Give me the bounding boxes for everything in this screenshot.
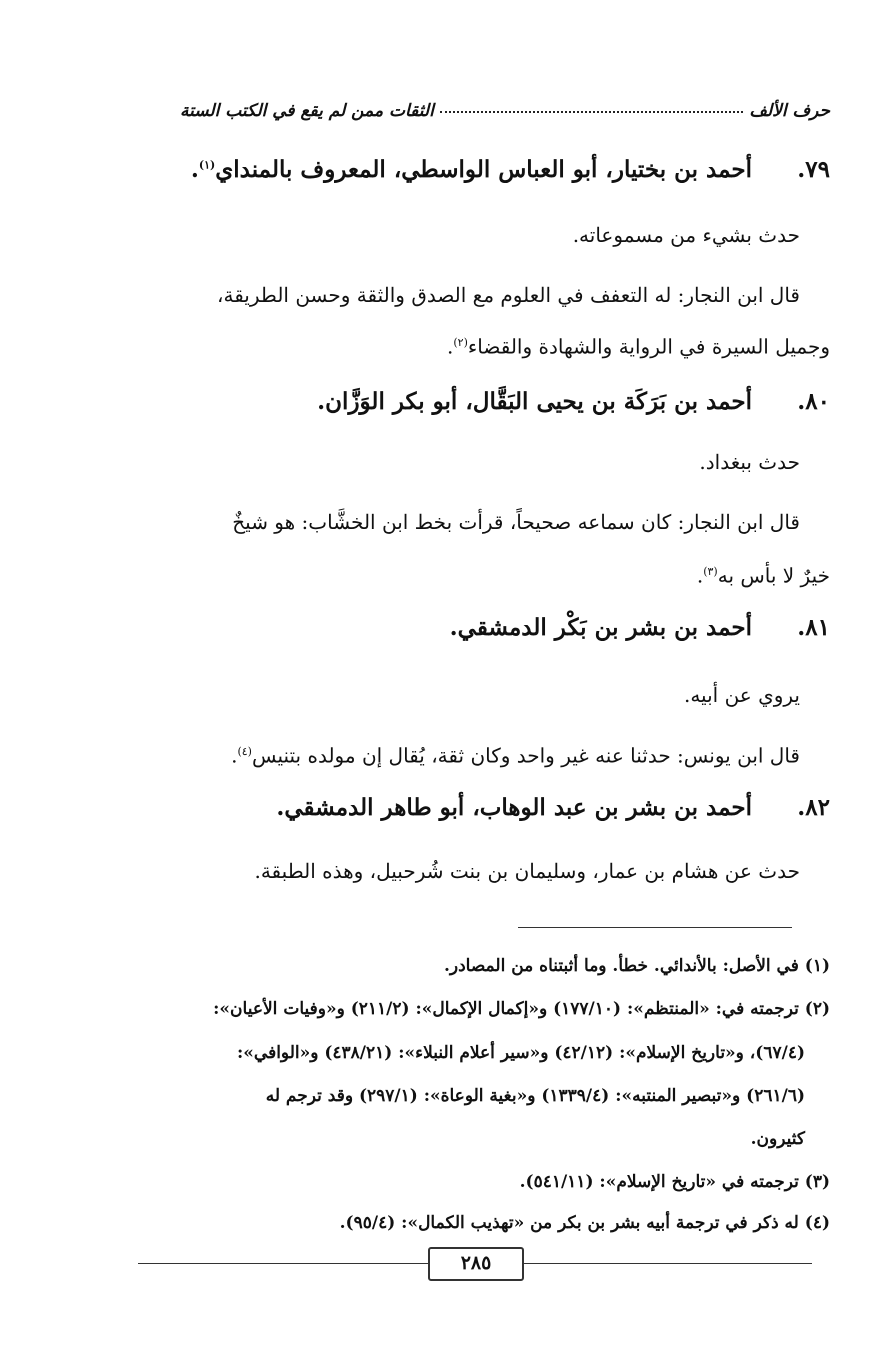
entry-number: ٧٩. [797, 156, 830, 183]
header-dots [440, 110, 744, 113]
entry-paragraph: قال ابن النجار: له التعفف في العلوم مع الصدق والثقة وحسن الطريقة، [217, 283, 800, 307]
entry-paragraph: خيرٌ لا بأس به$^{(٣)}$. [696, 563, 830, 588]
footnote-continuation: كثيرون. [750, 1129, 805, 1149]
footnote-continuation: (٦٧/٤)، و«تاريخ الإسلام»: (٤٢/١٢) و«سير أعلام النبلاء»: (٤٣٨/٢١) و«الوافي»: [237, 1043, 805, 1063]
footnote: (٢) ترجمته في: «المنتظم»: (١٧٧/١٠) و«إكمال الإكمال»: (٢١١/٢) و«وفيات الأعيان»: [213, 999, 830, 1019]
entry-title-82 [60, 794, 830, 821]
footnote-ref: (٣) [703, 565, 718, 578]
entry-number: ٨٢. [797, 794, 830, 821]
entry-number: ٨٠. [797, 388, 830, 415]
entry-paragraph: حدث عن هشام بن عمار، وسليمان بن بنت شُرحبيل، وهذه الطبقة. [254, 859, 800, 883]
entry-number: ٨١. [797, 614, 830, 641]
entry-paragraph: قال ابن يونس: حدثنا عنه غير واحد وكان ثقة، يُقال إن مولده بتنيس$^{(٤)}$. [231, 743, 800, 768]
bottom-rule-right [520, 1263, 812, 1264]
entry-paragraph: يروي عن أبيه. [683, 683, 800, 707]
entry-title-81 [60, 614, 830, 641]
entry-paragraph: قال ابن النجار: كان سماعه صحيحاً، قرأت بخط ابن الخشَّاب: هو شيخٌ [232, 510, 800, 534]
header-book-title: الثقات ممن لم يقع في الكتب الستة [180, 101, 434, 121]
bottom-rule-left [138, 1263, 428, 1264]
header-chapter: حرف الألف [749, 101, 830, 121]
footnote-ref: (٢) [453, 336, 468, 349]
footnote: (١) في الأصل: بالأندائي. خطأ. وما أثبتناه من المصادر. [443, 956, 830, 976]
entry-paragraph: وجميل السيرة في الرواية والشهادة والقضاء$^{(٢)}$. [446, 334, 830, 359]
entry-name: أحمد بن بشر بن عبد الوهاب، أبو طاهر الدمشقي. [276, 794, 752, 821]
footnote: (٤) له ذكر في ترجمة أبيه بشر بن بكر من «تهذيب الكمال»: (٩٥/٤). [339, 1213, 830, 1233]
footnote: (٣) ترجمته في «تاريخ الإسلام»: (٥٤١/١١). [519, 1172, 830, 1192]
footnote-ref: (٤) [237, 745, 252, 758]
entry-title-79: ٧٩.أحمد بن بختيار، أبو العباس الواسطي، المعروف بالمنداي$^{(١)}$. [190, 156, 830, 183]
footnote-ref: (١) [198, 158, 216, 172]
entry-name: أحمد بن بشر بن بَكْر الدمشقي. [449, 614, 752, 641]
running-header [180, 96, 830, 126]
entry-paragraph: حدث ببغداد. [699, 450, 800, 474]
page-number: ٢٨٥ [428, 1247, 524, 1281]
entry-title-80 [60, 388, 830, 415]
footnote-separator [518, 927, 792, 928]
entry-name: أحمد بن بَرَكَة بن يحيى البَقَّال، أبو بكر الوَزَّان. [317, 388, 752, 415]
entry-paragraph: حدث بشيء من مسموعاته. [572, 223, 800, 247]
footnote-continuation: (٢٦١/٦) و«تبصير المنتبه»: (١٣٣٩/٤) و«بغية الوعاة»: (٢٩٧/١) وقد ترجم له [265, 1086, 805, 1106]
entry-name: أحمد بن بختيار، أبو العباس الواسطي، المعروف بالمنداي [215, 156, 752, 183]
